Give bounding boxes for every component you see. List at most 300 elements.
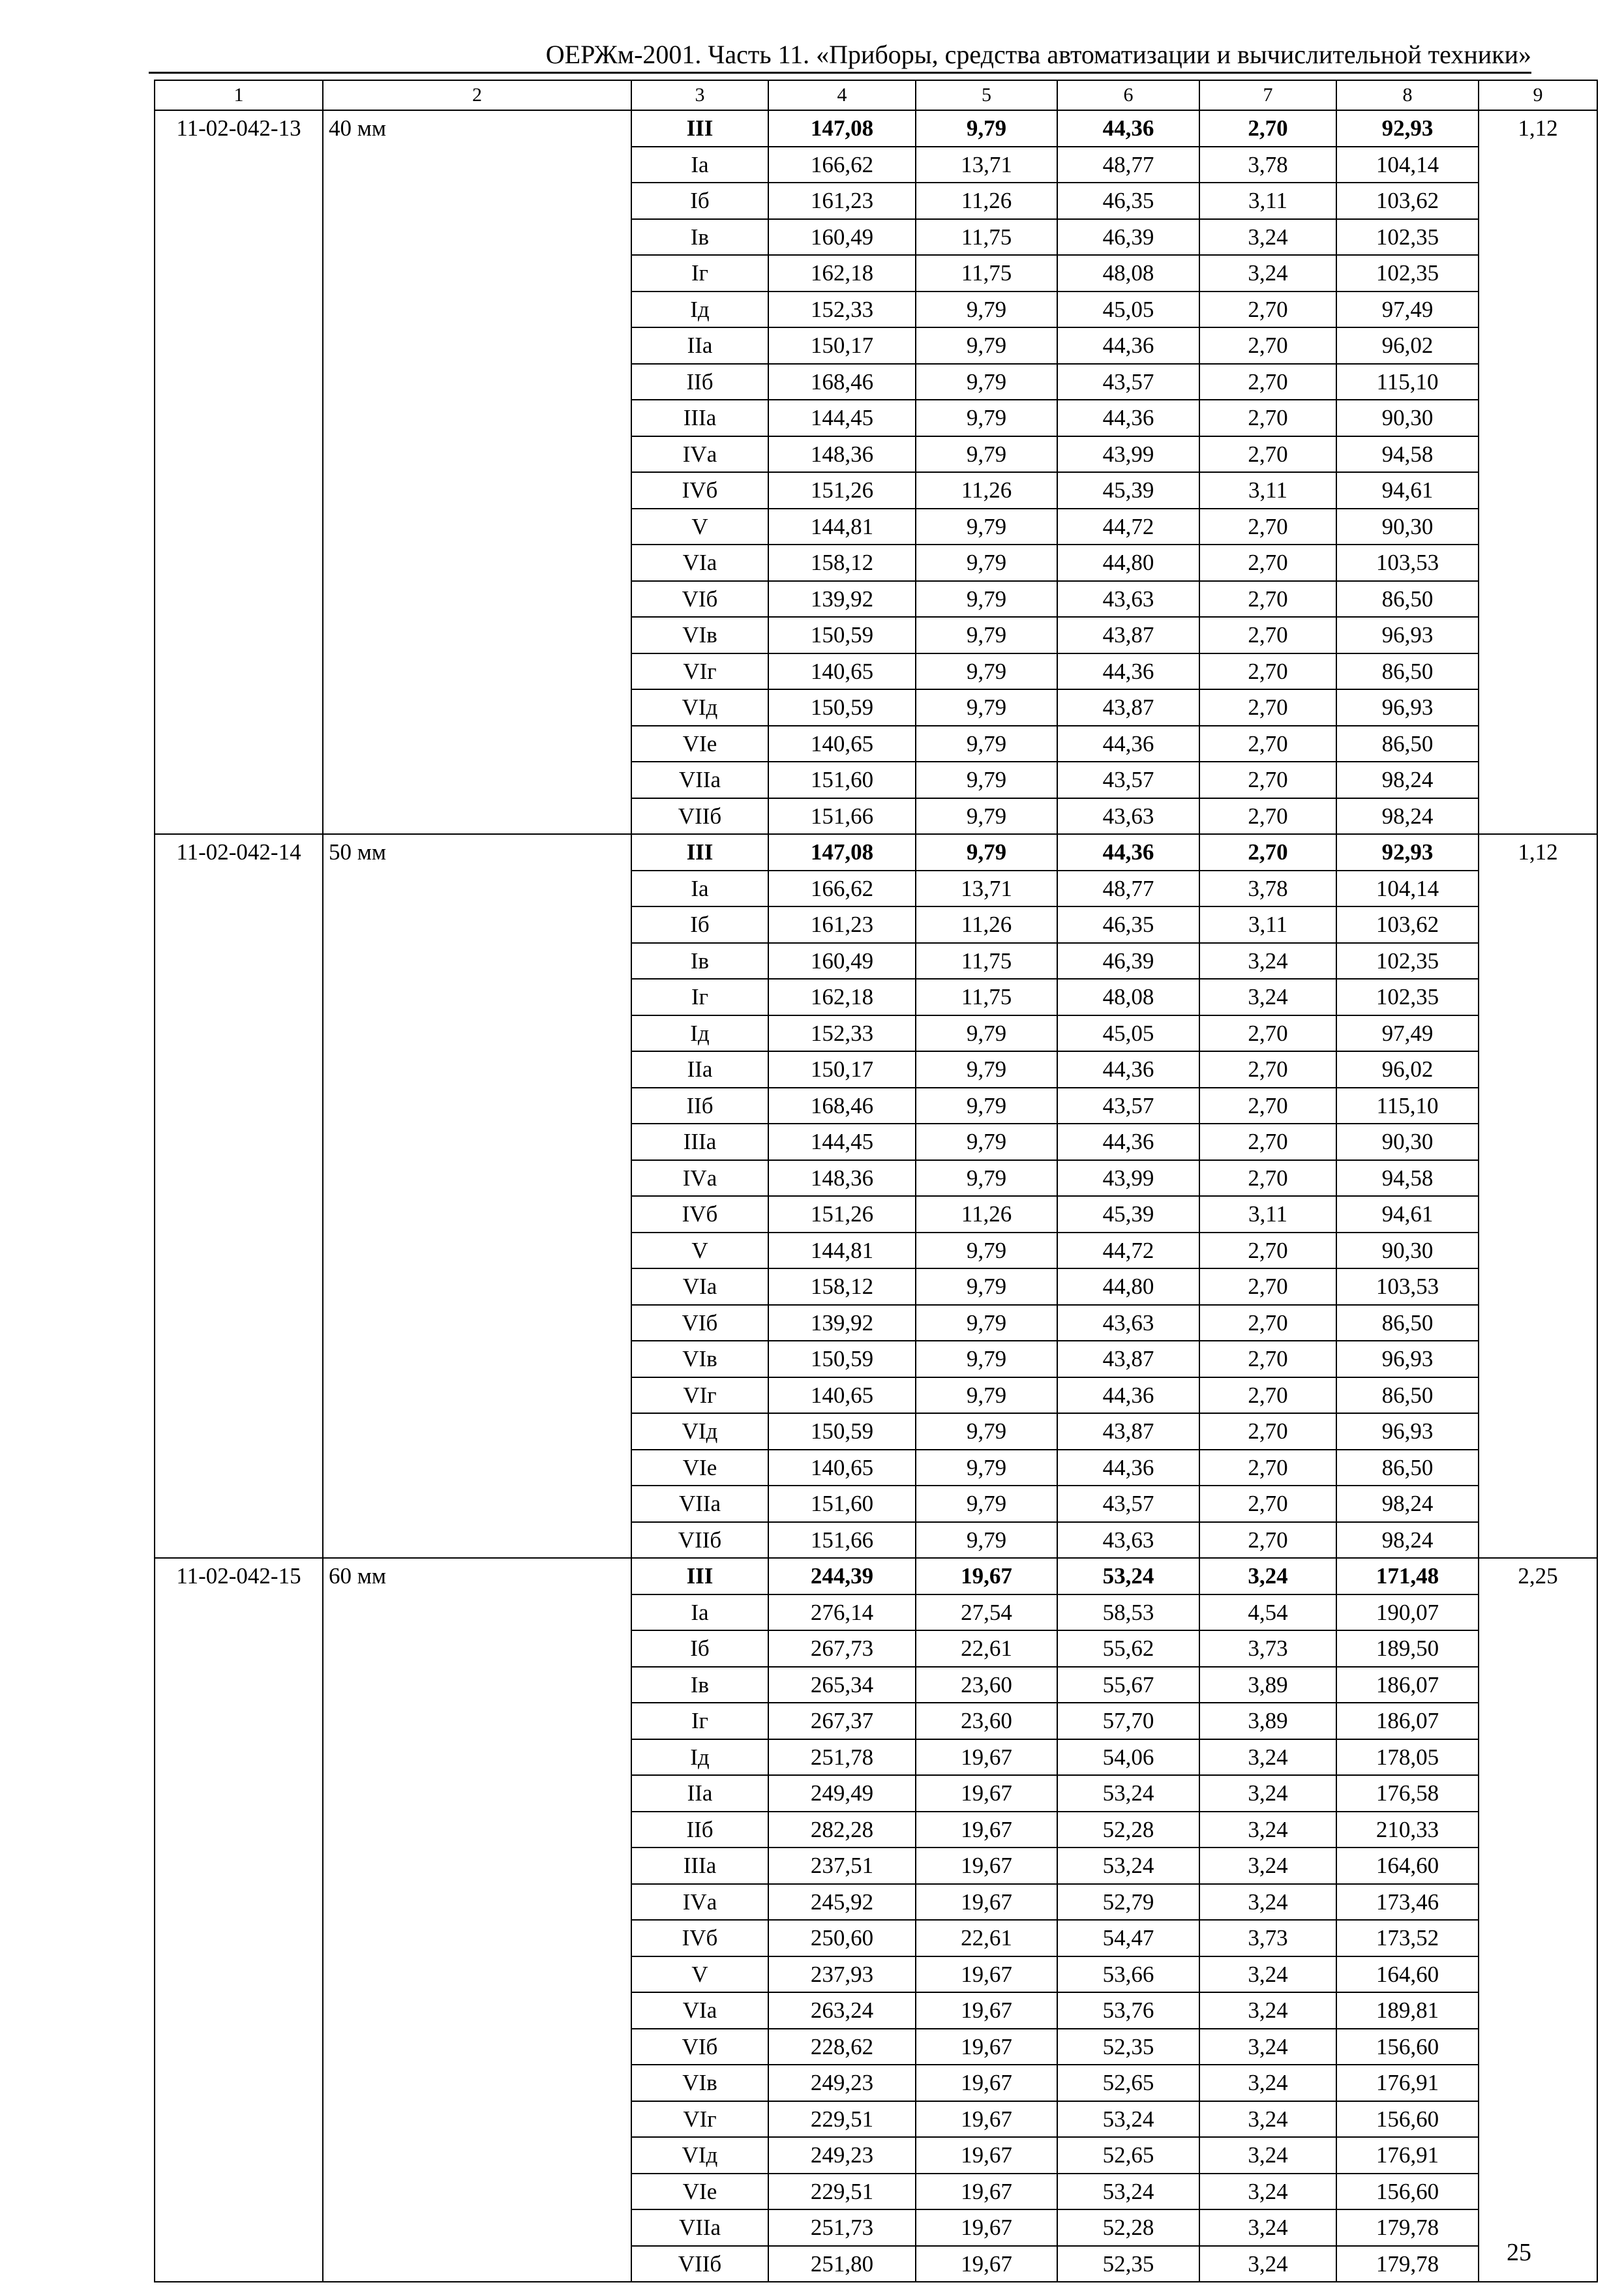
wage-cell: 11,75 bbox=[916, 979, 1057, 1015]
wage-cell: 9,79 bbox=[916, 1015, 1057, 1052]
driver-wage-cell: 3,11 bbox=[1199, 1196, 1336, 1233]
column-number: 5 bbox=[916, 80, 1057, 110]
total-cost-cell: 151,60 bbox=[768, 762, 916, 798]
zone-cell: VIб bbox=[631, 2029, 768, 2065]
wage-cell: 9,79 bbox=[916, 762, 1057, 798]
total-cost-cell: 147,08 bbox=[768, 110, 916, 147]
materials-cell: 176,58 bbox=[1336, 1775, 1479, 1812]
driver-wage-cell: 2,70 bbox=[1199, 1450, 1336, 1486]
driver-wage-cell: 3,24 bbox=[1199, 1956, 1336, 1993]
machine-cost-cell: 44,80 bbox=[1057, 1268, 1199, 1305]
wage-cell: 11,26 bbox=[916, 906, 1057, 943]
column-number: 7 bbox=[1199, 80, 1336, 110]
driver-wage-cell: 3,24 bbox=[1199, 1992, 1336, 2029]
zone-cell: VIIа bbox=[631, 1486, 768, 1522]
zone-cell: IIа bbox=[631, 327, 768, 364]
zone-cell: VIв bbox=[631, 2065, 768, 2101]
machine-cost-cell: 44,80 bbox=[1057, 545, 1199, 581]
zone-cell: VIа bbox=[631, 1268, 768, 1305]
zone-cell: III bbox=[631, 110, 768, 147]
zone-cell: Iг bbox=[631, 979, 768, 1015]
total-cost-cell: 151,26 bbox=[768, 472, 916, 509]
materials-cell: 102,35 bbox=[1336, 255, 1479, 292]
driver-wage-cell: 3,24 bbox=[1199, 1739, 1336, 1776]
machine-cost-cell: 45,39 bbox=[1057, 472, 1199, 509]
zone-cell: IIа bbox=[631, 1051, 768, 1088]
machine-cost-cell: 43,87 bbox=[1057, 617, 1199, 653]
zone-cell: VIе bbox=[631, 1450, 768, 1486]
wage-cell: 27,54 bbox=[916, 1594, 1057, 1631]
total-cost-cell: 144,81 bbox=[768, 1233, 916, 1269]
zone-cell: Iв bbox=[631, 1667, 768, 1703]
materials-cell: 156,60 bbox=[1336, 2101, 1479, 2138]
machine-cost-cell: 44,36 bbox=[1057, 1450, 1199, 1486]
materials-cell: 96,93 bbox=[1336, 689, 1479, 726]
zone-cell: VIе bbox=[631, 726, 768, 762]
table-row bbox=[155, 834, 1597, 871]
total-cost-cell: 228,62 bbox=[768, 2029, 916, 2065]
driver-wage-cell: 2,70 bbox=[1199, 1233, 1336, 1269]
labor-coef-cell: 1,12 bbox=[1479, 110, 1597, 834]
materials-cell: 103,53 bbox=[1336, 1268, 1479, 1305]
machine-cost-cell: 48,08 bbox=[1057, 979, 1199, 1015]
wage-cell: 19,67 bbox=[916, 2209, 1057, 2246]
total-cost-cell: 249,23 bbox=[768, 2065, 916, 2101]
wage-cell: 9,79 bbox=[916, 617, 1057, 653]
zone-cell: IIIа bbox=[631, 1848, 768, 1884]
wage-cell: 19,67 bbox=[916, 1812, 1057, 1848]
wage-cell: 9,79 bbox=[916, 1341, 1057, 1377]
materials-cell: 179,78 bbox=[1336, 2209, 1479, 2246]
driver-wage-cell: 2,70 bbox=[1199, 1160, 1336, 1197]
driver-wage-cell: 2,70 bbox=[1199, 689, 1336, 726]
zone-cell: VIб bbox=[631, 581, 768, 618]
total-cost-cell: 140,65 bbox=[768, 1450, 916, 1486]
machine-cost-cell: 53,66 bbox=[1057, 1956, 1199, 1993]
zone-cell: Iв bbox=[631, 943, 768, 980]
wage-cell: 19,67 bbox=[916, 2137, 1057, 2174]
wage-cell: 9,79 bbox=[916, 436, 1057, 473]
wage-cell: 9,79 bbox=[916, 689, 1057, 726]
zone-cell: VIа bbox=[631, 1992, 768, 2029]
total-cost-cell: 244,39 bbox=[768, 1558, 916, 1594]
materials-cell: 102,35 bbox=[1336, 943, 1479, 980]
zone-cell: III bbox=[631, 1558, 768, 1594]
zone-cell: IVа bbox=[631, 1160, 768, 1197]
machine-cost-cell: 44,36 bbox=[1057, 400, 1199, 436]
machine-cost-cell: 53,76 bbox=[1057, 1992, 1199, 2029]
driver-wage-cell: 3,73 bbox=[1199, 1630, 1336, 1667]
zone-cell: Iа bbox=[631, 147, 768, 183]
driver-wage-cell: 3,24 bbox=[1199, 979, 1336, 1015]
machine-cost-cell: 43,99 bbox=[1057, 1160, 1199, 1197]
total-cost-cell: 250,60 bbox=[768, 1920, 916, 1956]
wage-cell: 9,79 bbox=[916, 509, 1057, 545]
materials-cell: 186,07 bbox=[1336, 1667, 1479, 1703]
total-cost-cell: 249,49 bbox=[768, 1775, 916, 1812]
materials-cell: 86,50 bbox=[1336, 726, 1479, 762]
zone-cell: Iа bbox=[631, 871, 768, 907]
machine-cost-cell: 44,36 bbox=[1057, 834, 1199, 871]
machine-cost-cell: 43,63 bbox=[1057, 1305, 1199, 1341]
zone-cell: Iд bbox=[631, 1015, 768, 1052]
rate-code: 11-02-042-15 bbox=[155, 1558, 323, 2282]
driver-wage-cell: 2,70 bbox=[1199, 1268, 1336, 1305]
zone-cell: VIIб bbox=[631, 798, 768, 835]
machine-cost-cell: 46,35 bbox=[1057, 906, 1199, 943]
machine-cost-cell: 58,53 bbox=[1057, 1594, 1199, 1631]
machine-cost-cell: 43,57 bbox=[1057, 1486, 1199, 1522]
wage-cell: 13,71 bbox=[916, 871, 1057, 907]
materials-cell: 171,48 bbox=[1336, 1558, 1479, 1594]
rate-name: 50 мм bbox=[323, 834, 631, 1558]
driver-wage-cell: 2,70 bbox=[1199, 1305, 1336, 1341]
driver-wage-cell: 3,11 bbox=[1199, 906, 1336, 943]
total-cost-cell: 162,18 bbox=[768, 255, 916, 292]
wage-cell: 19,67 bbox=[916, 2174, 1057, 2210]
total-cost-cell: 245,92 bbox=[768, 1884, 916, 1921]
total-cost-cell: 168,46 bbox=[768, 364, 916, 400]
driver-wage-cell: 3,24 bbox=[1199, 219, 1336, 256]
total-cost-cell: 148,36 bbox=[768, 436, 916, 473]
wage-cell: 19,67 bbox=[916, 1992, 1057, 2029]
total-cost-cell: 140,65 bbox=[768, 1377, 916, 1414]
total-cost-cell: 140,65 bbox=[768, 726, 916, 762]
column-number: 8 bbox=[1336, 80, 1479, 110]
column-number: 2 bbox=[323, 80, 631, 110]
wage-cell: 9,79 bbox=[916, 1450, 1057, 1486]
wage-cell: 19,67 bbox=[916, 2246, 1057, 2282]
driver-wage-cell: 2,70 bbox=[1199, 834, 1336, 871]
materials-cell: 94,58 bbox=[1336, 1160, 1479, 1197]
materials-cell: 189,81 bbox=[1336, 1992, 1479, 2029]
driver-wage-cell: 3,24 bbox=[1199, 2209, 1336, 2246]
driver-wage-cell: 2,70 bbox=[1199, 1051, 1336, 1088]
machine-cost-cell: 43,57 bbox=[1057, 762, 1199, 798]
machine-cost-cell: 52,35 bbox=[1057, 2246, 1199, 2282]
zone-cell: VIг bbox=[631, 1377, 768, 1414]
materials-cell: 86,50 bbox=[1336, 1377, 1479, 1414]
driver-wage-cell: 2,70 bbox=[1199, 653, 1336, 690]
driver-wage-cell: 3,24 bbox=[1199, 1884, 1336, 1921]
zone-cell: IVб bbox=[631, 1196, 768, 1233]
total-cost-cell: 150,59 bbox=[768, 1341, 916, 1377]
materials-cell: 189,50 bbox=[1336, 1630, 1479, 1667]
materials-cell: 156,60 bbox=[1336, 2029, 1479, 2065]
table-row bbox=[155, 1558, 1597, 1594]
rate-name: 40 мм bbox=[323, 110, 631, 834]
zone-cell: VIIа bbox=[631, 2209, 768, 2246]
machine-cost-cell: 43,87 bbox=[1057, 1413, 1199, 1450]
driver-wage-cell: 3,89 bbox=[1199, 1667, 1336, 1703]
total-cost-cell: 160,49 bbox=[768, 943, 916, 980]
total-cost-cell: 263,24 bbox=[768, 1992, 916, 2029]
machine-cost-cell: 46,39 bbox=[1057, 943, 1199, 980]
materials-cell: 90,30 bbox=[1336, 400, 1479, 436]
wage-cell: 9,79 bbox=[916, 1233, 1057, 1269]
machine-cost-cell: 55,67 bbox=[1057, 1667, 1199, 1703]
materials-cell: 186,07 bbox=[1336, 1703, 1479, 1739]
zone-cell: V bbox=[631, 1956, 768, 1993]
driver-wage-cell: 2,70 bbox=[1199, 292, 1336, 328]
wage-cell: 19,67 bbox=[916, 2065, 1057, 2101]
machine-cost-cell: 44,36 bbox=[1057, 110, 1199, 147]
machine-cost-cell: 52,28 bbox=[1057, 1812, 1199, 1848]
driver-wage-cell: 3,78 bbox=[1199, 147, 1336, 183]
machine-cost-cell: 43,99 bbox=[1057, 436, 1199, 473]
materials-cell: 96,02 bbox=[1336, 327, 1479, 364]
wage-cell: 19,67 bbox=[916, 1884, 1057, 1921]
wage-cell: 13,71 bbox=[916, 147, 1057, 183]
machine-cost-cell: 48,77 bbox=[1057, 147, 1199, 183]
total-cost-cell: 251,80 bbox=[768, 2246, 916, 2282]
materials-cell: 96,02 bbox=[1336, 1051, 1479, 1088]
wage-cell: 9,79 bbox=[916, 1377, 1057, 1414]
materials-cell: 115,10 bbox=[1336, 364, 1479, 400]
total-cost-cell: 168,46 bbox=[768, 1088, 916, 1124]
driver-wage-cell: 3,24 bbox=[1199, 1775, 1336, 1812]
wage-cell: 19,67 bbox=[916, 1956, 1057, 1993]
materials-cell: 102,35 bbox=[1336, 219, 1479, 256]
driver-wage-cell: 2,70 bbox=[1199, 726, 1336, 762]
driver-wage-cell: 3,24 bbox=[1199, 2174, 1336, 2210]
driver-wage-cell: 2,70 bbox=[1199, 436, 1336, 473]
total-cost-cell: 151,66 bbox=[768, 798, 916, 835]
materials-cell: 103,53 bbox=[1336, 545, 1479, 581]
driver-wage-cell: 2,70 bbox=[1199, 1413, 1336, 1450]
materials-cell: 94,58 bbox=[1336, 436, 1479, 473]
machine-cost-cell: 45,39 bbox=[1057, 1196, 1199, 1233]
total-cost-cell: 139,92 bbox=[768, 1305, 916, 1341]
zone-cell: IIIа bbox=[631, 1124, 768, 1160]
total-cost-cell: 150,17 bbox=[768, 327, 916, 364]
materials-cell: 97,49 bbox=[1336, 1015, 1479, 1052]
total-cost-cell: 150,59 bbox=[768, 689, 916, 726]
page-header: ОЕРЖм-2001. Часть 11. «Приборы, средства автоматизации и вычислительной техники» bbox=[149, 38, 1531, 74]
driver-wage-cell: 2,70 bbox=[1199, 617, 1336, 653]
materials-cell: 92,93 bbox=[1336, 834, 1479, 871]
wage-cell: 22,61 bbox=[916, 1630, 1057, 1667]
driver-wage-cell: 3,73 bbox=[1199, 1920, 1336, 1956]
total-cost-cell: 158,12 bbox=[768, 545, 916, 581]
zone-cell: IVб bbox=[631, 1920, 768, 1956]
wage-cell: 9,79 bbox=[916, 1413, 1057, 1450]
zone-cell: Iв bbox=[631, 219, 768, 256]
column-number: 4 bbox=[768, 80, 916, 110]
driver-wage-cell: 2,70 bbox=[1199, 1377, 1336, 1414]
wage-cell: 11,26 bbox=[916, 183, 1057, 219]
materials-cell: 98,24 bbox=[1336, 762, 1479, 798]
zone-cell: V bbox=[631, 509, 768, 545]
driver-wage-cell: 3,24 bbox=[1199, 2029, 1336, 2065]
driver-wage-cell: 2,70 bbox=[1199, 400, 1336, 436]
zone-cell: IVа bbox=[631, 1884, 768, 1921]
machine-cost-cell: 53,24 bbox=[1057, 1558, 1199, 1594]
labor-coef-cell: 1,12 bbox=[1479, 834, 1597, 1558]
driver-wage-cell: 2,70 bbox=[1199, 762, 1336, 798]
wage-cell: 9,79 bbox=[916, 726, 1057, 762]
materials-cell: 90,30 bbox=[1336, 1124, 1479, 1160]
driver-wage-cell: 2,70 bbox=[1199, 545, 1336, 581]
zone-cell: VIе bbox=[631, 2174, 768, 2210]
materials-cell: 156,60 bbox=[1336, 2174, 1479, 2210]
column-number: 9 bbox=[1479, 80, 1597, 110]
total-cost-cell: 139,92 bbox=[768, 581, 916, 618]
total-cost-cell: 144,81 bbox=[768, 509, 916, 545]
wage-cell: 9,79 bbox=[916, 1088, 1057, 1124]
zone-cell: IVа bbox=[631, 436, 768, 473]
machine-cost-cell: 45,05 bbox=[1057, 1015, 1199, 1052]
zone-cell: IIб bbox=[631, 1812, 768, 1848]
machine-cost-cell: 43,57 bbox=[1057, 1088, 1199, 1124]
driver-wage-cell: 2,70 bbox=[1199, 1486, 1336, 1522]
total-cost-cell: 144,45 bbox=[768, 1124, 916, 1160]
wage-cell: 9,79 bbox=[916, 545, 1057, 581]
materials-cell: 104,14 bbox=[1336, 871, 1479, 907]
zone-cell: VIг bbox=[631, 2101, 768, 2138]
total-cost-cell: 267,37 bbox=[768, 1703, 916, 1739]
wage-cell: 11,26 bbox=[916, 472, 1057, 509]
wage-cell: 9,79 bbox=[916, 1268, 1057, 1305]
driver-wage-cell: 3,89 bbox=[1199, 1703, 1336, 1739]
driver-wage-cell: 3,24 bbox=[1199, 1558, 1336, 1594]
machine-cost-cell: 44,36 bbox=[1057, 1124, 1199, 1160]
driver-wage-cell: 2,70 bbox=[1199, 327, 1336, 364]
materials-cell: 97,49 bbox=[1336, 292, 1479, 328]
wage-cell: 9,79 bbox=[916, 581, 1057, 618]
total-cost-cell: 229,51 bbox=[768, 2174, 916, 2210]
zone-cell: IIIа bbox=[631, 400, 768, 436]
total-cost-cell: 265,34 bbox=[768, 1667, 916, 1703]
machine-cost-cell: 53,24 bbox=[1057, 2174, 1199, 2210]
materials-cell: 176,91 bbox=[1336, 2065, 1479, 2101]
driver-wage-cell: 3,24 bbox=[1199, 2137, 1336, 2174]
materials-cell: 210,33 bbox=[1336, 1812, 1479, 1848]
materials-cell: 104,14 bbox=[1336, 147, 1479, 183]
total-cost-cell: 251,73 bbox=[768, 2209, 916, 2246]
zone-cell: Iа bbox=[631, 1594, 768, 1631]
driver-wage-cell: 2,70 bbox=[1199, 1522, 1336, 1559]
zone-cell: Iг bbox=[631, 1703, 768, 1739]
machine-cost-cell: 43,63 bbox=[1057, 798, 1199, 835]
zone-cell: VIв bbox=[631, 617, 768, 653]
machine-cost-cell: 43,63 bbox=[1057, 581, 1199, 618]
rate-name: 60 мм bbox=[323, 1558, 631, 2282]
machine-cost-cell: 43,57 bbox=[1057, 364, 1199, 400]
driver-wage-cell: 2,70 bbox=[1199, 1015, 1336, 1052]
driver-wage-cell: 2,70 bbox=[1199, 1088, 1336, 1124]
total-cost-cell: 229,51 bbox=[768, 2101, 916, 2138]
machine-cost-cell: 45,05 bbox=[1057, 292, 1199, 328]
wage-cell: 11,75 bbox=[916, 255, 1057, 292]
total-cost-cell: 237,93 bbox=[768, 1956, 916, 1993]
page-number: 25 bbox=[1507, 2239, 1531, 2266]
machine-cost-cell: 44,72 bbox=[1057, 1233, 1199, 1269]
zone-cell: VIд bbox=[631, 1413, 768, 1450]
total-cost-cell: 161,23 bbox=[768, 906, 916, 943]
wage-cell: 9,79 bbox=[916, 1486, 1057, 1522]
rate-code: 11-02-042-13 bbox=[155, 110, 323, 834]
materials-cell: 115,10 bbox=[1336, 1088, 1479, 1124]
wage-cell: 9,79 bbox=[916, 1160, 1057, 1197]
total-cost-cell: 166,62 bbox=[768, 147, 916, 183]
machine-cost-cell: 54,06 bbox=[1057, 1739, 1199, 1776]
zone-cell: VIIб bbox=[631, 2246, 768, 2282]
materials-cell: 86,50 bbox=[1336, 1305, 1479, 1341]
rate-code: 11-02-042-14 bbox=[155, 834, 323, 1558]
total-cost-cell: 148,36 bbox=[768, 1160, 916, 1197]
zone-cell: VIд bbox=[631, 689, 768, 726]
total-cost-cell: 150,59 bbox=[768, 1413, 916, 1450]
materials-cell: 94,61 bbox=[1336, 472, 1479, 509]
total-cost-cell: 282,28 bbox=[768, 1812, 916, 1848]
wage-cell: 9,79 bbox=[916, 1305, 1057, 1341]
wage-cell: 9,79 bbox=[916, 834, 1057, 871]
zone-cell: V bbox=[631, 1233, 768, 1269]
machine-cost-cell: 43,87 bbox=[1057, 1341, 1199, 1377]
wage-cell: 9,79 bbox=[916, 292, 1057, 328]
machine-cost-cell: 44,36 bbox=[1057, 726, 1199, 762]
driver-wage-cell: 3,24 bbox=[1199, 2065, 1336, 2101]
machine-cost-cell: 43,87 bbox=[1057, 689, 1199, 726]
machine-cost-cell: 44,36 bbox=[1057, 327, 1199, 364]
driver-wage-cell: 3,24 bbox=[1199, 2101, 1336, 2138]
column-number: 3 bbox=[631, 80, 768, 110]
machine-cost-cell: 44,72 bbox=[1057, 509, 1199, 545]
total-cost-cell: 267,73 bbox=[768, 1630, 916, 1667]
machine-cost-cell: 44,36 bbox=[1057, 1051, 1199, 1088]
zone-cell: VIб bbox=[631, 1305, 768, 1341]
rates-table bbox=[154, 80, 1598, 2282]
machine-cost-cell: 52,79 bbox=[1057, 1884, 1199, 1921]
total-cost-cell: 237,51 bbox=[768, 1848, 916, 1884]
total-cost-cell: 161,23 bbox=[768, 183, 916, 219]
wage-cell: 9,79 bbox=[916, 364, 1057, 400]
total-cost-cell: 151,60 bbox=[768, 1486, 916, 1522]
materials-cell: 98,24 bbox=[1336, 1522, 1479, 1559]
wage-cell: 19,67 bbox=[916, 2101, 1057, 2138]
zone-cell: VIд bbox=[631, 2137, 768, 2174]
materials-cell: 179,78 bbox=[1336, 2246, 1479, 2282]
driver-wage-cell: 2,70 bbox=[1199, 364, 1336, 400]
driver-wage-cell: 2,70 bbox=[1199, 1124, 1336, 1160]
driver-wage-cell: 3,78 bbox=[1199, 871, 1336, 907]
materials-cell: 98,24 bbox=[1336, 1486, 1479, 1522]
driver-wage-cell: 3,24 bbox=[1199, 943, 1336, 980]
materials-cell: 96,93 bbox=[1336, 1413, 1479, 1450]
machine-cost-cell: 43,63 bbox=[1057, 1522, 1199, 1559]
wage-cell: 9,79 bbox=[916, 1051, 1057, 1088]
column-number: 6 bbox=[1057, 80, 1199, 110]
zone-cell: Iб bbox=[631, 1630, 768, 1667]
total-cost-cell: 251,78 bbox=[768, 1739, 916, 1776]
zone-cell: VIIб bbox=[631, 1522, 768, 1559]
wage-cell: 9,79 bbox=[916, 798, 1057, 835]
materials-cell: 86,50 bbox=[1336, 653, 1479, 690]
machine-cost-cell: 52,65 bbox=[1057, 2137, 1199, 2174]
materials-cell: 94,61 bbox=[1336, 1196, 1479, 1233]
machine-cost-cell: 44,36 bbox=[1057, 653, 1199, 690]
total-cost-cell: 162,18 bbox=[768, 979, 916, 1015]
driver-wage-cell: 2,70 bbox=[1199, 798, 1336, 835]
total-cost-cell: 160,49 bbox=[768, 219, 916, 256]
wage-cell: 19,67 bbox=[916, 1739, 1057, 1776]
machine-cost-cell: 57,70 bbox=[1057, 1703, 1199, 1739]
driver-wage-cell: 3,24 bbox=[1199, 2246, 1336, 2282]
materials-cell: 176,91 bbox=[1336, 2137, 1479, 2174]
machine-cost-cell: 54,47 bbox=[1057, 1920, 1199, 1956]
materials-cell: 164,60 bbox=[1336, 1848, 1479, 1884]
